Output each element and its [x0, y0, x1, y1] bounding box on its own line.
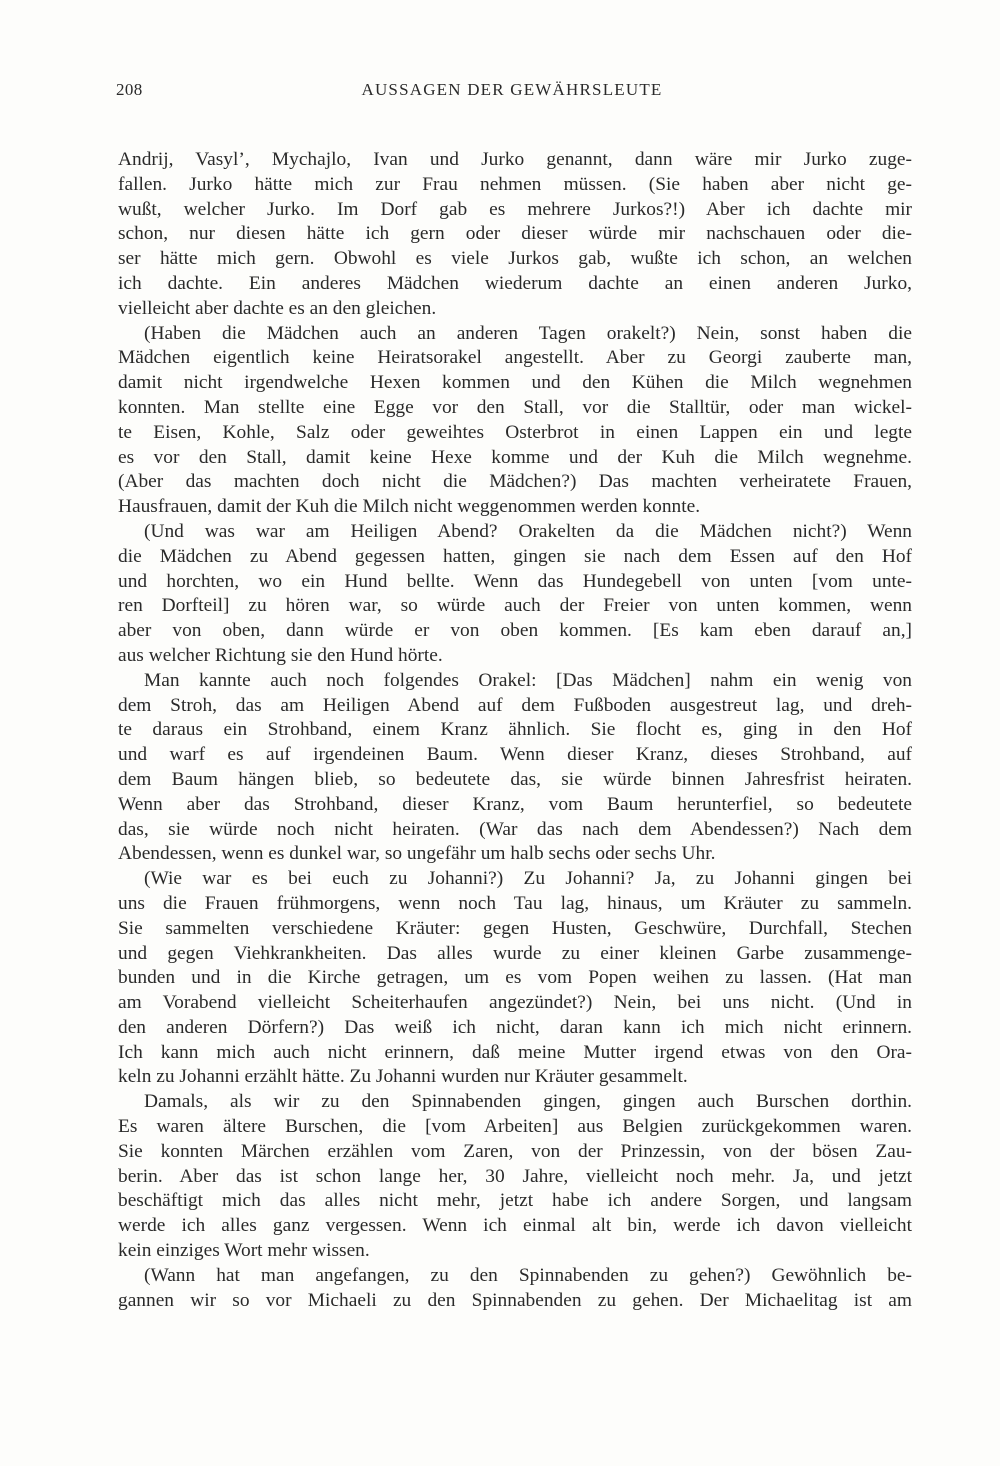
text-line: Man kannte auch noch folgendes Orakel: [Das Mädchen] nahm ein wenig von [144, 669, 912, 691]
text-line: und horchten, wo ein Hund bellte. Wenn das Hundegebell von unten [vom unte- [118, 570, 912, 592]
text-line: (Aber das machten doch nicht die Mädchen?) Das machten verheiratete Frauen, [118, 471, 912, 493]
text-line: beschäftigt mich das alles nicht mehr, jetzt habe ich andere Sorgen, und langsam [118, 1190, 912, 1212]
text-line: bunden und in die Kirche getragen, um es vom Popen weihen zu lassen. (Hat man [118, 967, 912, 989]
text-line: berin. Aber das ist schon lange her, 30 Jahre, vielleicht noch mehr. Ja, und jetzt [118, 1165, 912, 1187]
running-head [116, 80, 908, 104]
text-line: die Mädchen zu Abend gegessen hatten, gingen sie nach dem Essen auf den Hof [118, 545, 912, 567]
text-line: gannen wir so vor Michaeli zu den Spinnabenden zu gehen. Der Michaelitag ist am [118, 1289, 912, 1311]
text-line: dem Baum hängen blieb, so bedeutete das, sie würde binnen Jahresfrist heiraten. [118, 768, 912, 790]
text-line: Sie konnten Märchen erzählen vom Zaren, von der Prinzessin, von der bösen Zau- [118, 1140, 912, 1162]
text-line: keln zu Johanni erzählt hätte. Zu Johanni wurden nur Kräuter gesammelt. [118, 1066, 688, 1088]
text-line: ren Dorfteil] zu hören war, so würde auch der Freier von unten kommen, wenn [118, 595, 912, 617]
text-line: ser hätte mich gern. Obwohl es viele Jurkos gab, wußte ich schon, an welchen [118, 248, 912, 270]
text-line: und gegen Viehkrankheiten. Das alles wurde zu einer kleinen Garbe zusammenge- [118, 942, 912, 964]
text-line: das, sie würde noch nicht heiraten. (War das nach dem Abendessen?) Nach dem [118, 818, 912, 840]
text-line: (Wie war es bei euch zu Johanni?) Zu Johanni? Ja, zu Johanni gingen bei [144, 868, 912, 890]
text-line: (Und was war am Heiligen Abend? Orakelten da die Mädchen nicht?) Wenn [144, 520, 912, 542]
text-line: Wenn aber das Strohband, dieser Kranz, vom Baum herunterfiel, so bedeutete [118, 793, 912, 815]
text-line: (Wann hat man angefangen, zu den Spinnabenden zu gehen?) Gewöhnlich be- [144, 1264, 912, 1286]
text-line: am Vorabend vielleicht Scheiterhaufen angezündet?) Nein, bei uns nicht. (Und in [118, 992, 912, 1014]
text-line: Sie sammelten verschiedene Kräuter: gegen Husten, Geschwüre, Durchfall, Stechen [118, 917, 912, 939]
text-line: damit nicht irgendwelche Hexen kommen und den Kühen die Milch wegnehmen [118, 372, 912, 394]
text-line: ich dachte. Ein anderes Mädchen wiederum dachte an einen anderen Jurko, [118, 272, 912, 294]
text-line: und warf es auf irgendeinen Baum. Wenn dieser Kranz, dieses Strohband, auf [118, 744, 912, 766]
text-line: Ich kann mich auch nicht erinnern, daß meine Mutter irgend etwas von den Ora- [118, 1041, 912, 1063]
text-line: wußt, welcher Jurko. Im Dorf gab es mehrere Jurkos?!) Aber ich dachte mir [118, 198, 912, 220]
text-line: uns die Frauen frühmorgens, wenn noch Tau lag, hinaus, um Kräuter zu sammeln. [118, 892, 912, 914]
text-line: Hausfrauen, damit der Kuh die Milch nicht weggenommen werden konnte. [118, 496, 701, 518]
text-line: schon, nur diesen hätte ich gern oder dieser würde mir nachschauen oder die- [118, 223, 912, 245]
text-line: fallen. Jurko hätte mich zur Frau nehmen müssen. (Sie haben aber nicht ge- [118, 173, 912, 195]
text-line: kein einziges Wort mehr wissen. [118, 1240, 370, 1262]
page-number: 208 [116, 80, 143, 99]
text-line: aus welcher Richtung sie den Hund hörte. [118, 644, 443, 666]
text-line: dem Stroh, das am Heiligen Abend auf dem Fußboden ausgestreut lag, und dreh- [118, 694, 912, 716]
text-line: te daraus ein Strohband, einem Kranz ähnlich. Sie flocht es, ging in den Hof [118, 719, 912, 741]
text-line: Mädchen eigentlich keine Heiratsorakel angestellt. Aber zu Georgi zauberte man, [118, 347, 912, 369]
text-line: vielleicht aber dachte es an den gleichen. [118, 297, 437, 319]
text-line: Abendessen, wenn es dunkel war, so ungefähr um halb sechs oder sechs Uhr. [118, 843, 716, 865]
text-line: (Haben die Mädchen auch an anderen Tagen orakelt?) Nein, sonst haben die [144, 322, 912, 344]
text-line: aber von oben, dann würde er von oben kommen. [Es kam eben darauf an,] [118, 620, 912, 642]
text-line: Andrij, Vasyl’, Mychajlo, Ivan und Jurko genannt, dann wäre mir Jurko zuge- [118, 149, 912, 170]
text-line: te Eisen, Kohle, Salz oder geweihtes Osterbrot in einen Lappen ein und legte [118, 421, 912, 443]
text-line: es vor den Stall, damit keine Hexe komme und der Kuh die Milch wegnehme. [118, 446, 912, 468]
text-line: Es waren ältere Burschen, die [vom Arbeiten] aus Belgien zurückgekommen waren. [118, 1116, 912, 1138]
running-title: AUSSAGEN DER GEWÄHRSLEUTE [361, 80, 663, 99]
text-line: werde ich alles ganz vergessen. Wenn ich einmal alt bin, werde ich davon vielleicht [118, 1215, 912, 1237]
text-line: den anderen Dörfern?) Das weiß ich nicht, daran kann ich mich nicht erinnern. [118, 1016, 912, 1038]
body-text [118, 148, 912, 1313]
text-line: Damals, als wir zu den Spinnabenden gingen, gingen auch Burschen dorthin. [144, 1091, 912, 1113]
text-line: konnten. Man stellte eine Egge vor den Stall, vor die Stalltür, oder man wickel- [118, 396, 912, 418]
